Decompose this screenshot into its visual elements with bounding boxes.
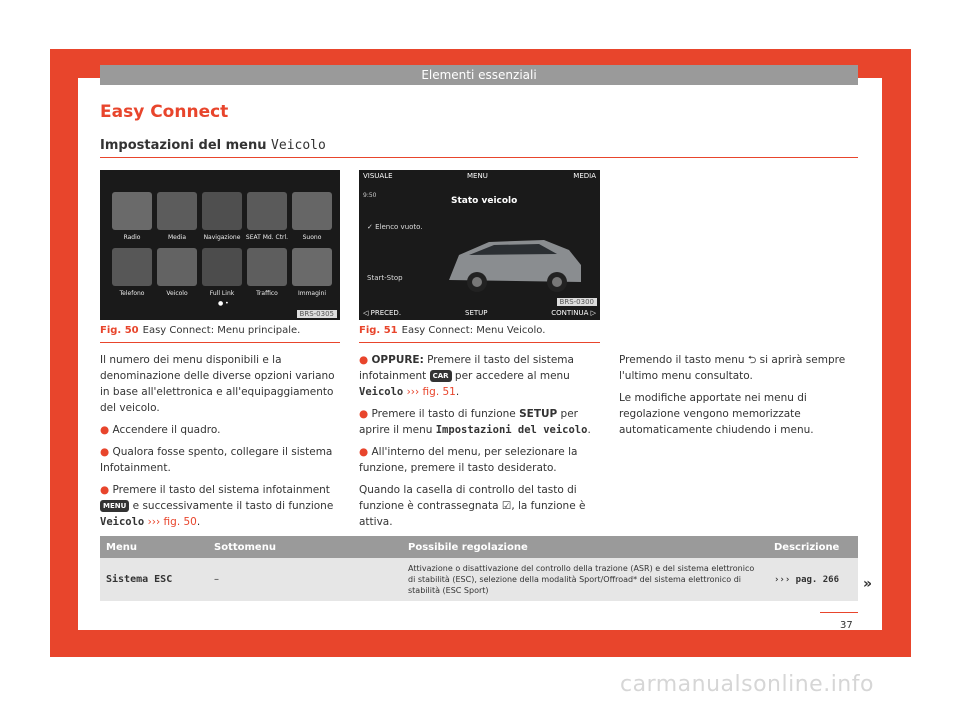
section-header: Elementi essenziali <box>100 65 858 85</box>
col-description: Descrizione <box>768 536 858 558</box>
bullet-icon: ● <box>359 354 372 366</box>
tab-menu: MENU <box>467 172 488 180</box>
col-setting: Possibile regolazione <box>402 536 768 558</box>
continue-arrow-icon: » <box>863 576 873 592</box>
menu-tile <box>247 192 287 230</box>
car-key-icon: CAR <box>430 370 452 382</box>
step-select: ● All'interno del menu, per selezionare la funzione, premere il tasto desiderato. <box>359 446 578 474</box>
bullet-icon: ● <box>359 446 372 458</box>
step-2: ● Qualora fosse spento, collegare il sistema Infotainment. <box>100 446 333 474</box>
caption-text: Easy Connect: Menu principale. <box>142 325 301 336</box>
table-row <box>100 558 858 601</box>
menu-tile <box>202 192 242 230</box>
checkbox-icon: ☑ <box>501 500 512 512</box>
text-column-1 <box>100 352 345 536</box>
menu-tile-label: Radio <box>123 234 141 241</box>
autosave-paragraph: Le modifiche apportate nei menu di regolazione vengono memorizzate automaticamente chiudendo i menu. <box>619 392 814 436</box>
menu-tile-label: Traffico <box>256 290 278 297</box>
page-number: 37 <box>840 620 853 631</box>
page-dots: ● • <box>218 300 229 307</box>
checkbox-paragraph: Quando la casella di controllo del tasto di funzione è contrassegnata ☑, la funzione è attiva. <box>359 484 586 528</box>
menu-tile <box>247 248 287 286</box>
back-arrow-icon: ⮌ <box>747 354 757 366</box>
caption-number: Fig. 51 <box>359 325 398 336</box>
cell-submenu: – <box>208 558 402 601</box>
bullet-icon: ● <box>359 408 372 420</box>
button-continua: CONTINUA ▷ <box>551 309 596 317</box>
cell-page-ref[interactable]: ››› pag. 266 <box>768 558 858 601</box>
table-header-row <box>100 536 858 558</box>
screen-bottom-bar <box>359 306 600 320</box>
menu-tile-label: Suono <box>302 234 322 241</box>
menu-tile <box>157 248 197 286</box>
figure-ref: BRS-0305 <box>297 310 337 318</box>
col-menu: Menu <box>100 536 208 558</box>
page-subtitle <box>100 138 326 153</box>
figure-caption <box>100 325 300 336</box>
bullet-icon: ● <box>100 424 113 436</box>
tab-media: MEDIA <box>573 172 596 180</box>
page-title: Easy Connect <box>100 102 229 122</box>
menu-tile <box>157 192 197 230</box>
screen-title: Stato veicolo <box>451 196 518 206</box>
caption-rule <box>359 342 600 343</box>
cell-setting: Attivazione o disattivazione del controllo della trazione (ASR) e del sistema elettronico di stabilità (ESC), selezione della modalità Sport/Offroad* del sistema elettronico di stabilità (ESC Sport) <box>402 558 768 601</box>
subtitle-code: Veicolo <box>271 138 326 153</box>
cell-menu: Sistema ESC <box>100 558 208 601</box>
figure-vehicle-menu <box>359 170 600 320</box>
tab-visuale: VISUALE <box>363 172 393 180</box>
car-image <box>439 220 589 300</box>
text-column-2 <box>359 352 604 536</box>
menu-tile-label: Full Link <box>209 290 235 297</box>
watermark: carmanualsonline.info <box>620 672 874 697</box>
figure-main-menu <box>100 170 340 320</box>
subtitle-text: Impostazioni del menu <box>100 138 272 153</box>
screen-status: ✓ Elenco vuoto. <box>367 223 423 231</box>
start-stop-label: Start-Stop <box>367 274 403 282</box>
menu-tile <box>112 192 152 230</box>
menu-tile-label: SEAT Md. Ctrl. <box>245 234 289 241</box>
figure-link[interactable]: ››› fig. 51 <box>406 386 456 398</box>
figure-link[interactable]: ››› fig. 50 <box>147 516 197 528</box>
menu-tile <box>112 248 152 286</box>
step-alt: ● OPPURE: Premere il tasto del sistema infotainment CAR per accedere al menu Veicolo ››› fig. 51. <box>359 354 574 398</box>
back-paragraph: Premendo il tasto menu ⮌ si aprirà sempre l'ultimo menu consultato. <box>619 354 846 382</box>
step-3: ● Premere il tasto del sistema infotainment MENU e successivamente il tasto di funzione Veicolo ››› fig. 50. <box>100 484 334 528</box>
screen-top-bar <box>359 170 600 184</box>
bullet-icon: ● <box>100 446 113 458</box>
button-setup: SETUP <box>465 309 488 317</box>
menu-key-icon: MENU <box>100 500 129 512</box>
menu-tile-label: Telefono <box>119 290 145 297</box>
menu-tile-label: Media <box>167 234 187 241</box>
menu-tile-label: Navigazione <box>203 234 241 241</box>
settings-table <box>100 536 858 601</box>
menu-tile-label: Veicolo <box>166 290 188 297</box>
menu-tile-label: Immagini <box>297 290 327 297</box>
figure-caption <box>359 325 545 336</box>
screen-time: 9:50 <box>363 192 377 199</box>
button-preced: ◁ PRECED. <box>363 309 402 317</box>
step-setup: ● Premere il tasto di funzione SETUP per aprire il menu Impostazioni del veicolo. <box>359 408 591 436</box>
title-rule <box>100 157 858 158</box>
menu-tile <box>292 248 332 286</box>
text-column-3 <box>619 352 864 444</box>
menu-tile <box>202 248 242 286</box>
page-number-rule <box>820 612 858 613</box>
menu-tile <box>292 192 332 230</box>
caption-rule <box>100 342 340 343</box>
intro-paragraph: Il numero dei menu disponibili e la denominazione delle diverse opzioni variano in base all'elettronica e all'equipaggiamento del veicolo. <box>100 354 335 414</box>
col-submenu: Sottomenu <box>208 536 402 558</box>
caption-text: Easy Connect: Menu Veicolo. <box>401 325 546 336</box>
bullet-icon: ● <box>100 484 113 496</box>
step-1: ● Accendere il quadro. <box>100 424 221 436</box>
caption-number: Fig. 50 <box>100 325 139 336</box>
figure-ref: BRS-0300 <box>557 298 597 306</box>
